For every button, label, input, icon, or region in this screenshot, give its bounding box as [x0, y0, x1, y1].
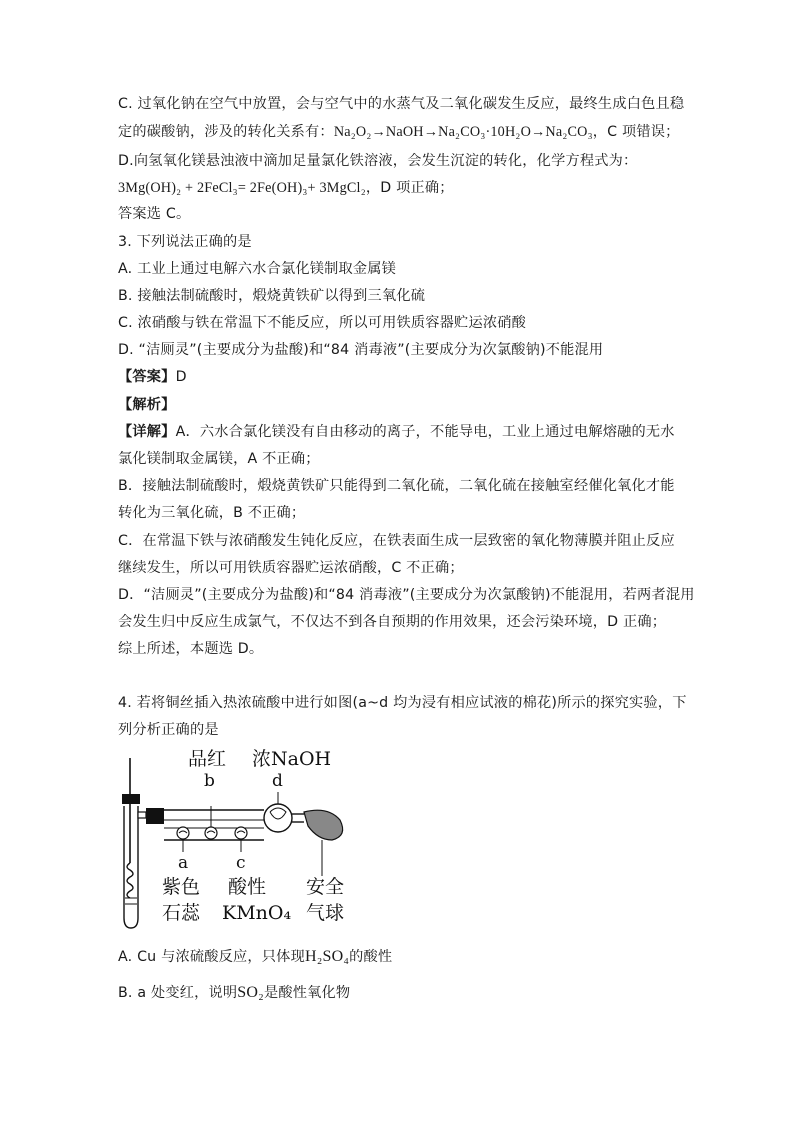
question-3-stem: 3. 下列说法正确的是	[118, 234, 252, 250]
explanation-d-tail: ，D 项正确；	[365, 180, 454, 196]
question-4-stem-1: 4. 若将铜丝插入热浓硫酸中进行如图(a~d 均为浸有相应试液的棉花)所示的探究实验，下	[118, 695, 687, 711]
cotton-c	[235, 827, 247, 839]
label-litmus-2: 石蕊	[162, 902, 201, 924]
detail-a-text: A．六水合氯化镁没有自由移动的离子，不能导电，工业上通过电解熔融的无水	[175, 424, 675, 440]
label-kmno4-2: KMnO₄	[222, 902, 292, 924]
explanation-d-line-2	[118, 178, 454, 198]
experiment-apparatus-figure	[118, 748, 368, 933]
label-kmno4-1: 酸性	[228, 876, 267, 898]
explanation-conclusion: 答案选 C。	[118, 206, 191, 222]
letter-b: b	[204, 771, 215, 791]
question-4-option-b	[118, 983, 350, 1003]
explanation-c-text: 定的碳酸钠，涉及的转化关系有：	[118, 124, 334, 140]
question-3-detail-c-2: 继续发生，所以可用铁质容器贮运浓硝酸，C 不正确；	[118, 560, 464, 576]
answer-label: 【答案】	[118, 369, 176, 385]
question-3-answer	[118, 367, 187, 387]
question-3-detail-b-1: B．接触法制硫酸时，煅烧黄铁矿只能得到二氧化硫，二氧化硫在接触室经催化氧化才能	[118, 478, 675, 494]
letter-d: d	[272, 771, 283, 791]
question-3-detail-c-1: C．在常温下铁与浓硝酸发生钝化反应，在铁表面生成一层致密的氧化物薄膜并阻止反应	[118, 533, 675, 549]
question-3-option-c: C. 浓硝酸与铁在常温下不能反应，所以可用铁质容器贮运浓硝酸	[118, 315, 526, 331]
question-3-detail-a-1	[118, 422, 675, 442]
cotton-b	[205, 827, 217, 839]
question-3-detail-d-1: D．“洁厕灵”(主要成分为盐酸)和“84 消毒液”(主要成分为次氯酸钠)不能混用，若两者混用	[118, 587, 695, 603]
explanation-c-line-2	[118, 122, 680, 142]
safety-balloon	[304, 810, 343, 840]
label-naoh: 浓NaOH	[252, 748, 332, 770]
chemical-equation: 3Mg(OH)₂ + 2FeCl₃= 2Fe(OH)₃+ 3MgCl₂	[118, 180, 366, 196]
question-3-option-b: B. 接触法制硫酸时，煅烧黄铁矿以得到三氧化硫	[118, 288, 426, 304]
explanation-d-line-1: D.向氢氧化镁悬浊液中滴加足量氯化铁溶液，会发生沉淀的转化，化学方程式为：	[118, 153, 638, 169]
label-litmus-1: 紫色	[162, 876, 201, 898]
explanation-c-tail: ，C 项错误；	[592, 124, 680, 140]
label-balloon-1: 安全	[306, 876, 345, 898]
question-3-detail-b-2: 转化为三氧化硫，B 不正确；	[118, 505, 306, 521]
test-tube-stopper	[122, 794, 140, 804]
test-tube	[124, 806, 138, 928]
letter-c: c	[236, 853, 246, 873]
formula-h2so4: H₂SO₄	[304, 948, 350, 965]
cotton-a	[177, 827, 189, 839]
analysis-label: 【解析】	[118, 397, 176, 413]
explanation-c-line-1: C. 过氧化钠在空气中放置，会与空气中的水蒸气及二氧化碳发生反应，最终生成白色且稳	[118, 96, 685, 112]
label-balloon-2: 气球	[306, 902, 345, 924]
letter-a: a	[178, 853, 189, 873]
question-3-analysis-label	[118, 395, 176, 415]
question-3-summary: 综上所述，本题选 D。	[118, 641, 264, 657]
question-3-detail-a-2: 氯化镁制取金属镁，A 不正确；	[118, 451, 320, 467]
copper-coil	[127, 863, 133, 898]
connector-stopper	[146, 808, 164, 824]
detail-label: 【详解】	[118, 424, 176, 440]
q4-option-b-text: B. a 处变红，说明	[118, 985, 238, 1001]
label-pinhong: 品红	[188, 748, 227, 770]
question-4-stem-2: 列分析正确的是	[118, 722, 219, 738]
question-3-detail-d-2: 会发生归中反应生成氯气，不仅达不到各自预期的作用效果，还会污染环境，D 正确；	[118, 614, 667, 630]
answer-value: D	[175, 369, 187, 385]
question-3-option-d: D. “洁厕灵”(主要成分为盐酸)和“84 消毒液”(主要成分为次氯酸钠)不能混用	[118, 342, 604, 358]
question-3-option-a: A. 工业上通过电解六水合氯化镁制取金属镁	[118, 261, 397, 277]
conversion-chain: Na₂O₂→NaOH→Na₂CO₃·10H₂O→Na₂CO₃	[333, 124, 593, 140]
formula-so2: SO₂	[237, 984, 264, 1001]
question-4-option-a	[118, 947, 392, 967]
q4-option-a-tail: 的酸性	[349, 949, 393, 965]
q4-option-a-text: A. Cu 与浓硫酸反应，只体现	[118, 949, 305, 965]
q4-option-b-tail: 是酸性氧化物	[263, 985, 351, 1001]
